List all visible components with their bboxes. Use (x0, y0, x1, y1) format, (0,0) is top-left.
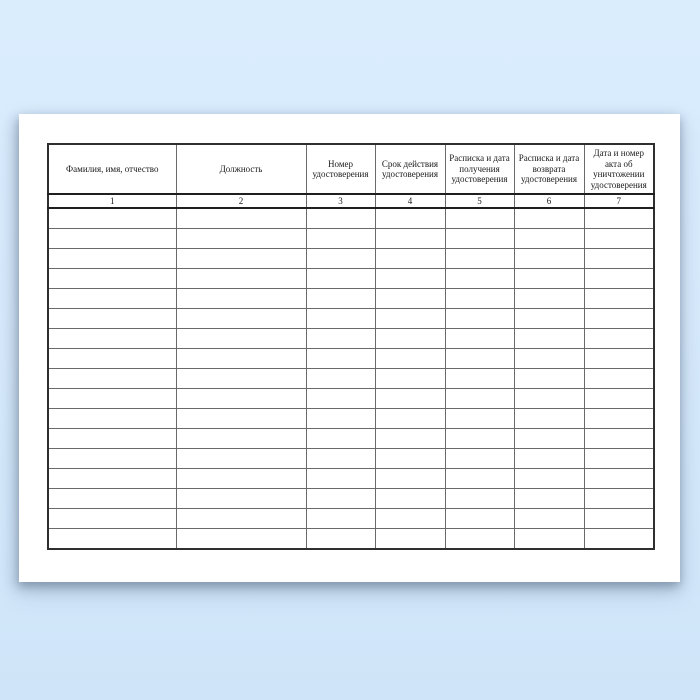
empty-cell (375, 429, 445, 449)
empty-cell (375, 529, 445, 550)
empty-cell (176, 289, 306, 309)
empty-cell (584, 269, 654, 289)
empty-cell (375, 329, 445, 349)
empty-cell (48, 269, 176, 289)
empty-cell (514, 409, 584, 429)
empty-cell (176, 369, 306, 389)
empty-cell (176, 249, 306, 269)
column-header-validity-period: Срок действия удостоверения (375, 144, 445, 194)
empty-table-row (48, 429, 654, 449)
column-header-position: Должность (176, 144, 306, 194)
empty-table-row (48, 489, 654, 509)
column-header-certificate-number: Номер удостоверения (306, 144, 375, 194)
empty-cell (584, 289, 654, 309)
empty-cell (514, 349, 584, 369)
empty-cell (584, 249, 654, 269)
empty-cell (306, 409, 375, 429)
empty-table-row (48, 409, 654, 429)
empty-cell (375, 509, 445, 529)
empty-cell (176, 489, 306, 509)
empty-table-row (48, 309, 654, 329)
empty-cell (375, 208, 445, 229)
column-number: 5 (445, 194, 514, 208)
empty-cell (306, 309, 375, 329)
empty-cell (306, 249, 375, 269)
empty-cell (48, 289, 176, 309)
empty-cell (48, 249, 176, 269)
column-header-full-name: Фамилия, имя, отчество (48, 144, 176, 194)
empty-cell (48, 509, 176, 529)
empty-cell (176, 329, 306, 349)
empty-cell (375, 309, 445, 329)
empty-cell (514, 369, 584, 389)
document-page (19, 114, 680, 582)
empty-cell (306, 208, 375, 229)
empty-cell (445, 329, 514, 349)
table-body-empty-rows (48, 208, 654, 549)
empty-cell (48, 309, 176, 329)
empty-cell (445, 229, 514, 249)
empty-table-row (48, 249, 654, 269)
empty-cell (584, 409, 654, 429)
empty-cell (514, 489, 584, 509)
empty-cell (48, 429, 176, 449)
empty-cell (176, 309, 306, 329)
empty-cell (514, 249, 584, 269)
table-header-row (48, 144, 654, 194)
empty-cell (514, 529, 584, 550)
empty-cell (584, 529, 654, 550)
empty-cell (584, 329, 654, 349)
column-number: 2 (176, 194, 306, 208)
empty-cell (306, 529, 375, 550)
empty-cell (445, 489, 514, 509)
empty-cell (48, 409, 176, 429)
empty-cell (584, 369, 654, 389)
empty-cell (306, 449, 375, 469)
empty-cell (375, 489, 445, 509)
empty-cell (445, 389, 514, 409)
empty-cell (306, 349, 375, 369)
empty-cell (375, 449, 445, 469)
empty-cell (514, 469, 584, 489)
empty-cell (445, 529, 514, 550)
empty-table-row (48, 449, 654, 469)
empty-cell (48, 449, 176, 469)
column-number: 1 (48, 194, 176, 208)
empty-cell (48, 489, 176, 509)
empty-cell (445, 509, 514, 529)
empty-cell (306, 509, 375, 529)
column-number: 6 (514, 194, 584, 208)
empty-cell (375, 249, 445, 269)
empty-cell (514, 289, 584, 309)
column-number: 7 (584, 194, 654, 208)
empty-cell (176, 389, 306, 409)
empty-cell (176, 509, 306, 529)
empty-cell (176, 229, 306, 249)
empty-cell (445, 469, 514, 489)
empty-cell (445, 269, 514, 289)
empty-cell (375, 389, 445, 409)
empty-table-row (48, 329, 654, 349)
empty-table-row (48, 289, 654, 309)
empty-table-row (48, 469, 654, 489)
empty-cell (445, 208, 514, 229)
empty-table-row (48, 509, 654, 529)
empty-cell (584, 309, 654, 329)
column-number-row (48, 194, 654, 208)
empty-cell (514, 269, 584, 289)
empty-cell (306, 369, 375, 389)
empty-cell (375, 349, 445, 369)
empty-cell (584, 229, 654, 249)
empty-cell (445, 409, 514, 429)
empty-cell (176, 208, 306, 229)
column-header-receipt-obtained: Расписка и дата получения удостоверения (445, 144, 514, 194)
empty-cell (584, 349, 654, 369)
empty-table-row (48, 208, 654, 229)
empty-cell (514, 509, 584, 529)
empty-cell (584, 449, 654, 469)
empty-cell (306, 389, 375, 409)
empty-cell (375, 409, 445, 429)
empty-cell (48, 529, 176, 550)
empty-table-row (48, 369, 654, 389)
empty-cell (514, 429, 584, 449)
empty-cell (48, 208, 176, 229)
empty-cell (445, 429, 514, 449)
empty-cell (514, 329, 584, 349)
empty-cell (584, 509, 654, 529)
empty-cell (445, 249, 514, 269)
empty-cell (176, 349, 306, 369)
empty-cell (584, 469, 654, 489)
empty-cell (176, 429, 306, 449)
empty-cell (445, 449, 514, 469)
empty-table-row (48, 529, 654, 550)
empty-cell (584, 429, 654, 449)
empty-cell (584, 389, 654, 409)
empty-cell (514, 208, 584, 229)
empty-table-row (48, 389, 654, 409)
empty-cell (306, 229, 375, 249)
empty-cell (514, 449, 584, 469)
empty-cell (306, 489, 375, 509)
empty-table-row (48, 269, 654, 289)
empty-table-row (48, 229, 654, 249)
empty-cell (176, 529, 306, 550)
empty-cell (375, 469, 445, 489)
empty-cell (584, 208, 654, 229)
empty-cell (445, 369, 514, 389)
empty-cell (176, 409, 306, 429)
empty-cell (375, 269, 445, 289)
empty-cell (375, 229, 445, 249)
empty-cell (306, 289, 375, 309)
empty-cell (176, 269, 306, 289)
empty-cell (306, 329, 375, 349)
empty-cell (445, 349, 514, 369)
empty-cell (48, 329, 176, 349)
column-header-destruction-act: Дата и номер акта об уничтожении удостоверения (584, 144, 654, 194)
empty-cell (48, 229, 176, 249)
empty-cell (176, 449, 306, 469)
empty-cell (176, 469, 306, 489)
empty-cell (445, 289, 514, 309)
column-header-receipt-returned: Расписка и дата возврата удостоверения (514, 144, 584, 194)
empty-cell (514, 229, 584, 249)
empty-cell (48, 369, 176, 389)
empty-cell (514, 389, 584, 409)
empty-cell (306, 269, 375, 289)
empty-cell (306, 429, 375, 449)
empty-cell (584, 489, 654, 509)
empty-table-row (48, 349, 654, 369)
empty-cell (48, 469, 176, 489)
empty-cell (445, 309, 514, 329)
empty-cell (375, 289, 445, 309)
empty-cell (48, 389, 176, 409)
empty-cell (514, 309, 584, 329)
empty-cell (48, 349, 176, 369)
column-number: 3 (306, 194, 375, 208)
empty-cell (306, 469, 375, 489)
empty-cell (375, 369, 445, 389)
column-number: 4 (375, 194, 445, 208)
certificate-log-table (47, 143, 655, 550)
